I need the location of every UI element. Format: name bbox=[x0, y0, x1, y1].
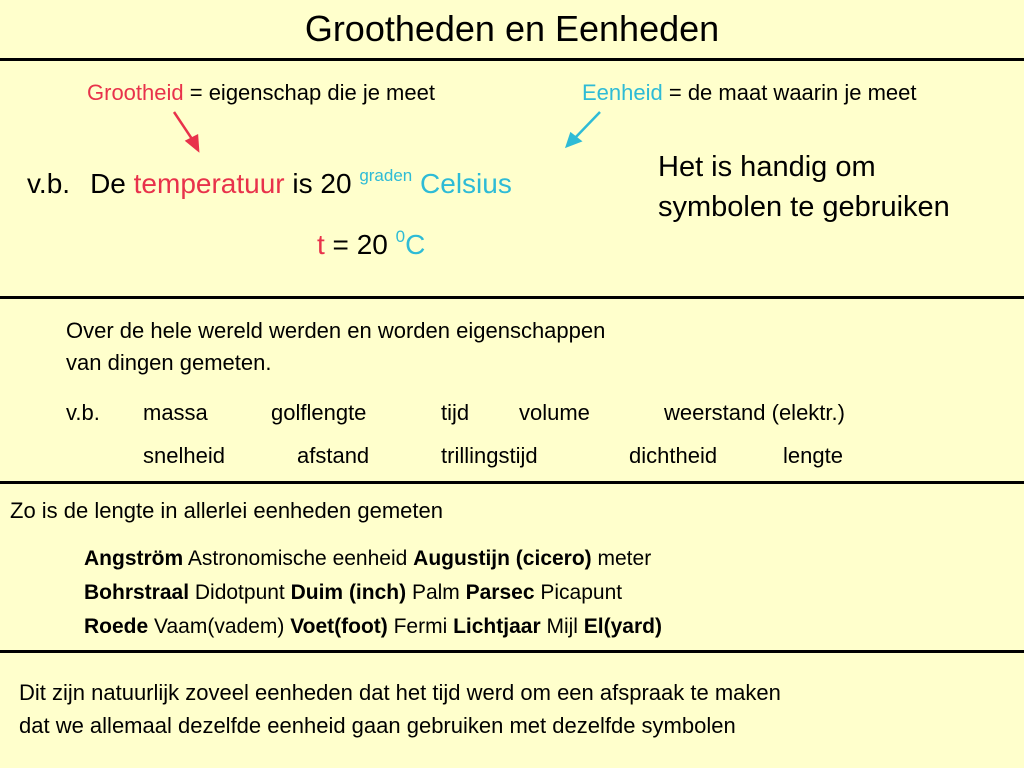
example-celsius: Celsius bbox=[420, 168, 512, 199]
quantity-item: massa bbox=[143, 400, 208, 425]
units-line-3 bbox=[84, 610, 662, 644]
unit-name: Palm bbox=[406, 581, 466, 604]
symbol-c: C bbox=[405, 229, 426, 260]
quantity-item: tijd bbox=[441, 400, 470, 425]
quantity-item: golflengte bbox=[271, 400, 367, 425]
grootheid-term: Grootheid bbox=[87, 80, 184, 105]
quantity-item: lengte bbox=[783, 443, 843, 468]
unit-name: Lichtjaar bbox=[453, 615, 541, 638]
divider-3 bbox=[0, 481, 1024, 484]
unit-name: Angström bbox=[84, 547, 184, 570]
eenheid-term: Eenheid bbox=[582, 80, 663, 105]
unit-name: Mijl bbox=[540, 615, 584, 638]
eenheid-arrow-icon bbox=[567, 112, 600, 146]
handig-note bbox=[658, 147, 950, 227]
divider-4 bbox=[0, 650, 1024, 653]
unit-name: Fermi bbox=[387, 615, 454, 638]
units-list bbox=[84, 542, 662, 644]
symbol-t: t bbox=[317, 229, 325, 260]
units-line-1 bbox=[84, 542, 662, 576]
page-title: Grootheden en Eenheden bbox=[304, 8, 720, 49]
unit-name: Bohrstraal bbox=[84, 581, 190, 604]
intro-line-2: van dingen gemeten. bbox=[66, 350, 272, 375]
unit-name: Augustijn (cicero) bbox=[413, 547, 592, 570]
unit-name: Voet(foot) bbox=[290, 615, 388, 638]
handig-line-1: Het is handig om bbox=[658, 151, 876, 183]
divider-2 bbox=[0, 296, 1024, 299]
example-de: De bbox=[90, 168, 134, 199]
unit-name: meter bbox=[591, 547, 652, 570]
unit-name: Vaam(vadem) bbox=[148, 615, 291, 638]
symbol-degree: 0 bbox=[395, 227, 406, 246]
units-line-2 bbox=[84, 576, 662, 610]
conclusion-line-1: Dit zijn natuurlijk zoveel eenheden dat het tijd werd om een afspraak te maken bbox=[19, 680, 781, 705]
unit-name: El(yard) bbox=[583, 615, 662, 638]
quantity-item: snelheid bbox=[143, 443, 225, 468]
quantity-item: trillingstijd bbox=[441, 443, 538, 468]
quantity-item: afstand bbox=[297, 443, 370, 468]
section2-vb: v.b. bbox=[66, 400, 100, 425]
grootheid-text: = eigenschap die je meet bbox=[183, 80, 435, 105]
conclusion-line-2: dat we allemaal dezelfde eenheid gaan gebruiken met dezelfde symbolen bbox=[19, 713, 736, 738]
symbol-equals20: = 20 bbox=[324, 229, 396, 260]
unit-name: Duim (inch) bbox=[290, 581, 407, 604]
quantity-item: weerstand (elektr.) bbox=[664, 400, 845, 425]
unit-name: Roede bbox=[84, 615, 149, 638]
handig-line-2: symbolen te gebruiken bbox=[658, 191, 950, 223]
example-sentence bbox=[27, 166, 512, 200]
unit-name: Picapunt bbox=[534, 581, 623, 604]
unit-name: Parsec bbox=[465, 581, 535, 604]
example-temperatuur: temperatuur bbox=[133, 168, 285, 199]
quantity-item: volume bbox=[519, 400, 590, 425]
example-graden: graden bbox=[359, 166, 413, 185]
grootheid-arrow-icon bbox=[174, 112, 198, 150]
unit-name: Didotpunt bbox=[189, 581, 291, 604]
section2-intro bbox=[66, 315, 605, 379]
example-prefix: v.b. bbox=[27, 168, 71, 199]
example-is20: is 20 bbox=[284, 168, 360, 199]
intro-line-1: Over de hele wereld werden en worden eigenschappen bbox=[66, 318, 606, 343]
example-symbols bbox=[317, 227, 425, 261]
conclusion bbox=[19, 676, 781, 742]
unit-name: Astronomische eenheid bbox=[183, 547, 414, 570]
quantity-item: dichtheid bbox=[629, 443, 718, 468]
eenheid-text: = de maat waarin je meet bbox=[662, 80, 917, 105]
section3-heading: Zo is de lengte in allerlei eenheden gemeten bbox=[10, 498, 443, 523]
